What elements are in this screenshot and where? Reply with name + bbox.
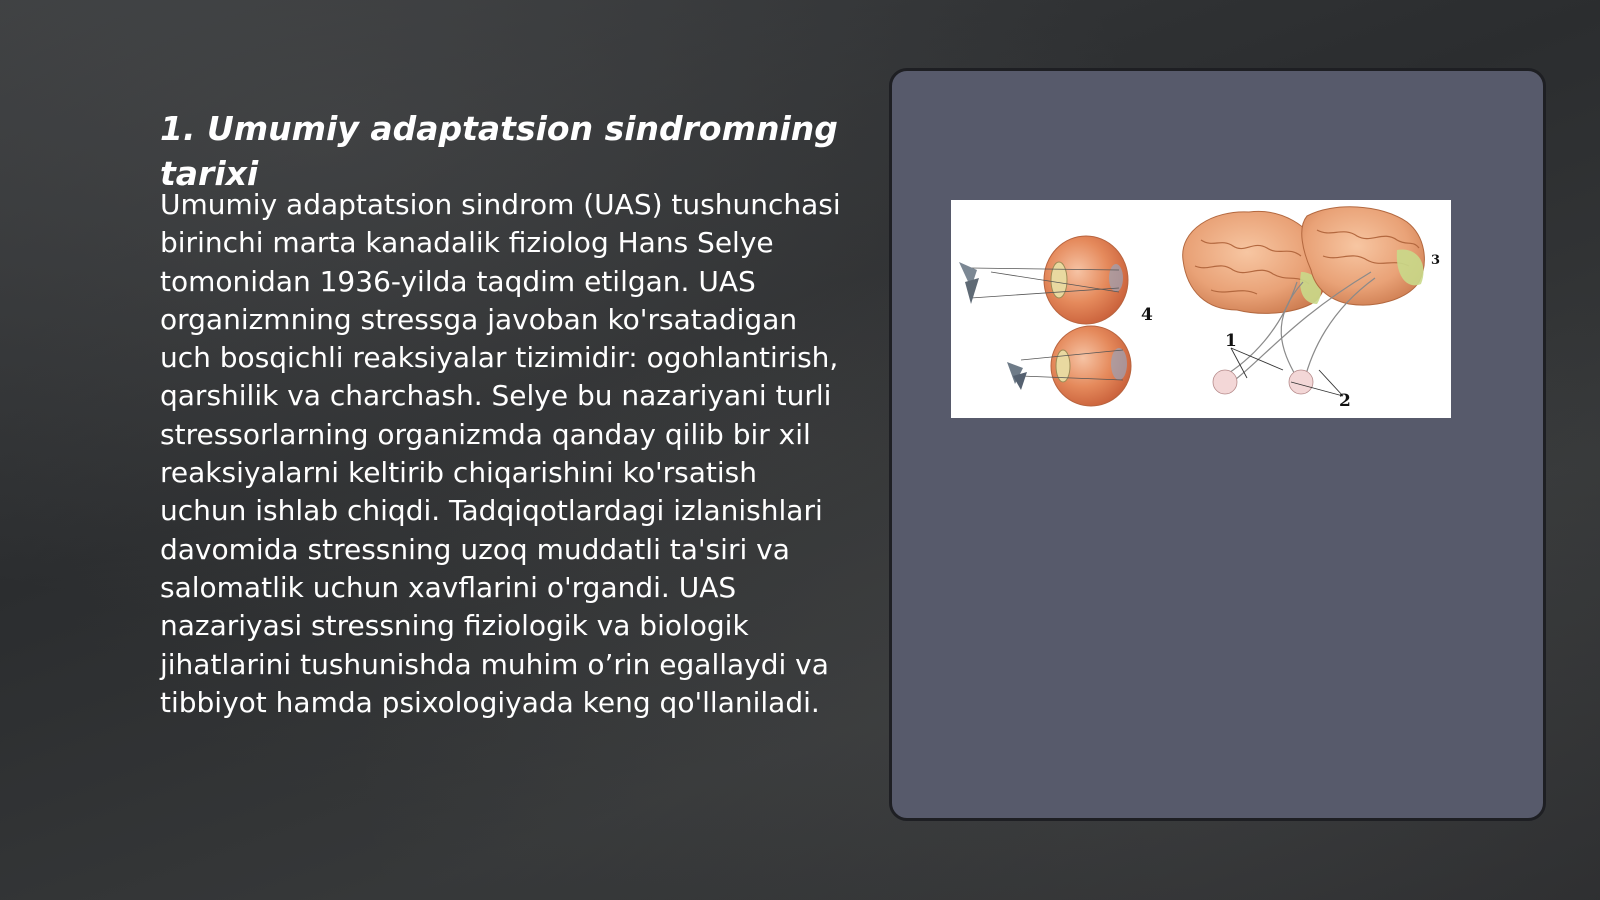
slide-title: 1. Umumiy adaptatsion sindromning tarixi [160, 109, 838, 193]
slide-body-text: Umumiy adaptatsion sindrom (UAS) tushunchasi birinchi marta kanadalik fiziolog Hans Selye tomonidan 1936-yilda taqdim etilgan. UAS organizmning stressga javoban ko'rsatadigan uch bosqichli reaksiyalar tizimidir: ogohlantirish, qarshilik va charchash. Selye bu nazariyani turli stressorlarning organizmda qanday qilib bir xil reaksiyalarni keltirib chiqarishini ko'rsatish uchun ishlab chiqdi. Tadqiqotlardagi izlanishlari davomida stressning uzoq muddatli ta'siri va salomatlik uchun xavflarini o'rgandi. UAS nazariyasi stressning fiziologik va biologik jihatlarini tushunishda muhim o’rin egallaydi va tibbiyot hamda psixologiyada keng qo'llaniladi. [160, 188, 841, 719]
image-panel [889, 68, 1546, 821]
figure-label-1: 1 [1225, 331, 1237, 351]
butterfly-bottom-icon [1007, 362, 1027, 390]
eye-brain-illustration [951, 200, 1451, 418]
label-pointers [1231, 348, 1343, 396]
figure-label-2: 2 [1339, 391, 1351, 411]
eye-top [971, 236, 1128, 324]
figure-label-3: 3 [1431, 253, 1441, 268]
eye-bottom [1021, 326, 1131, 406]
eye-brain-diagram [951, 200, 1451, 418]
figure-label-4: 4 [1141, 305, 1153, 325]
